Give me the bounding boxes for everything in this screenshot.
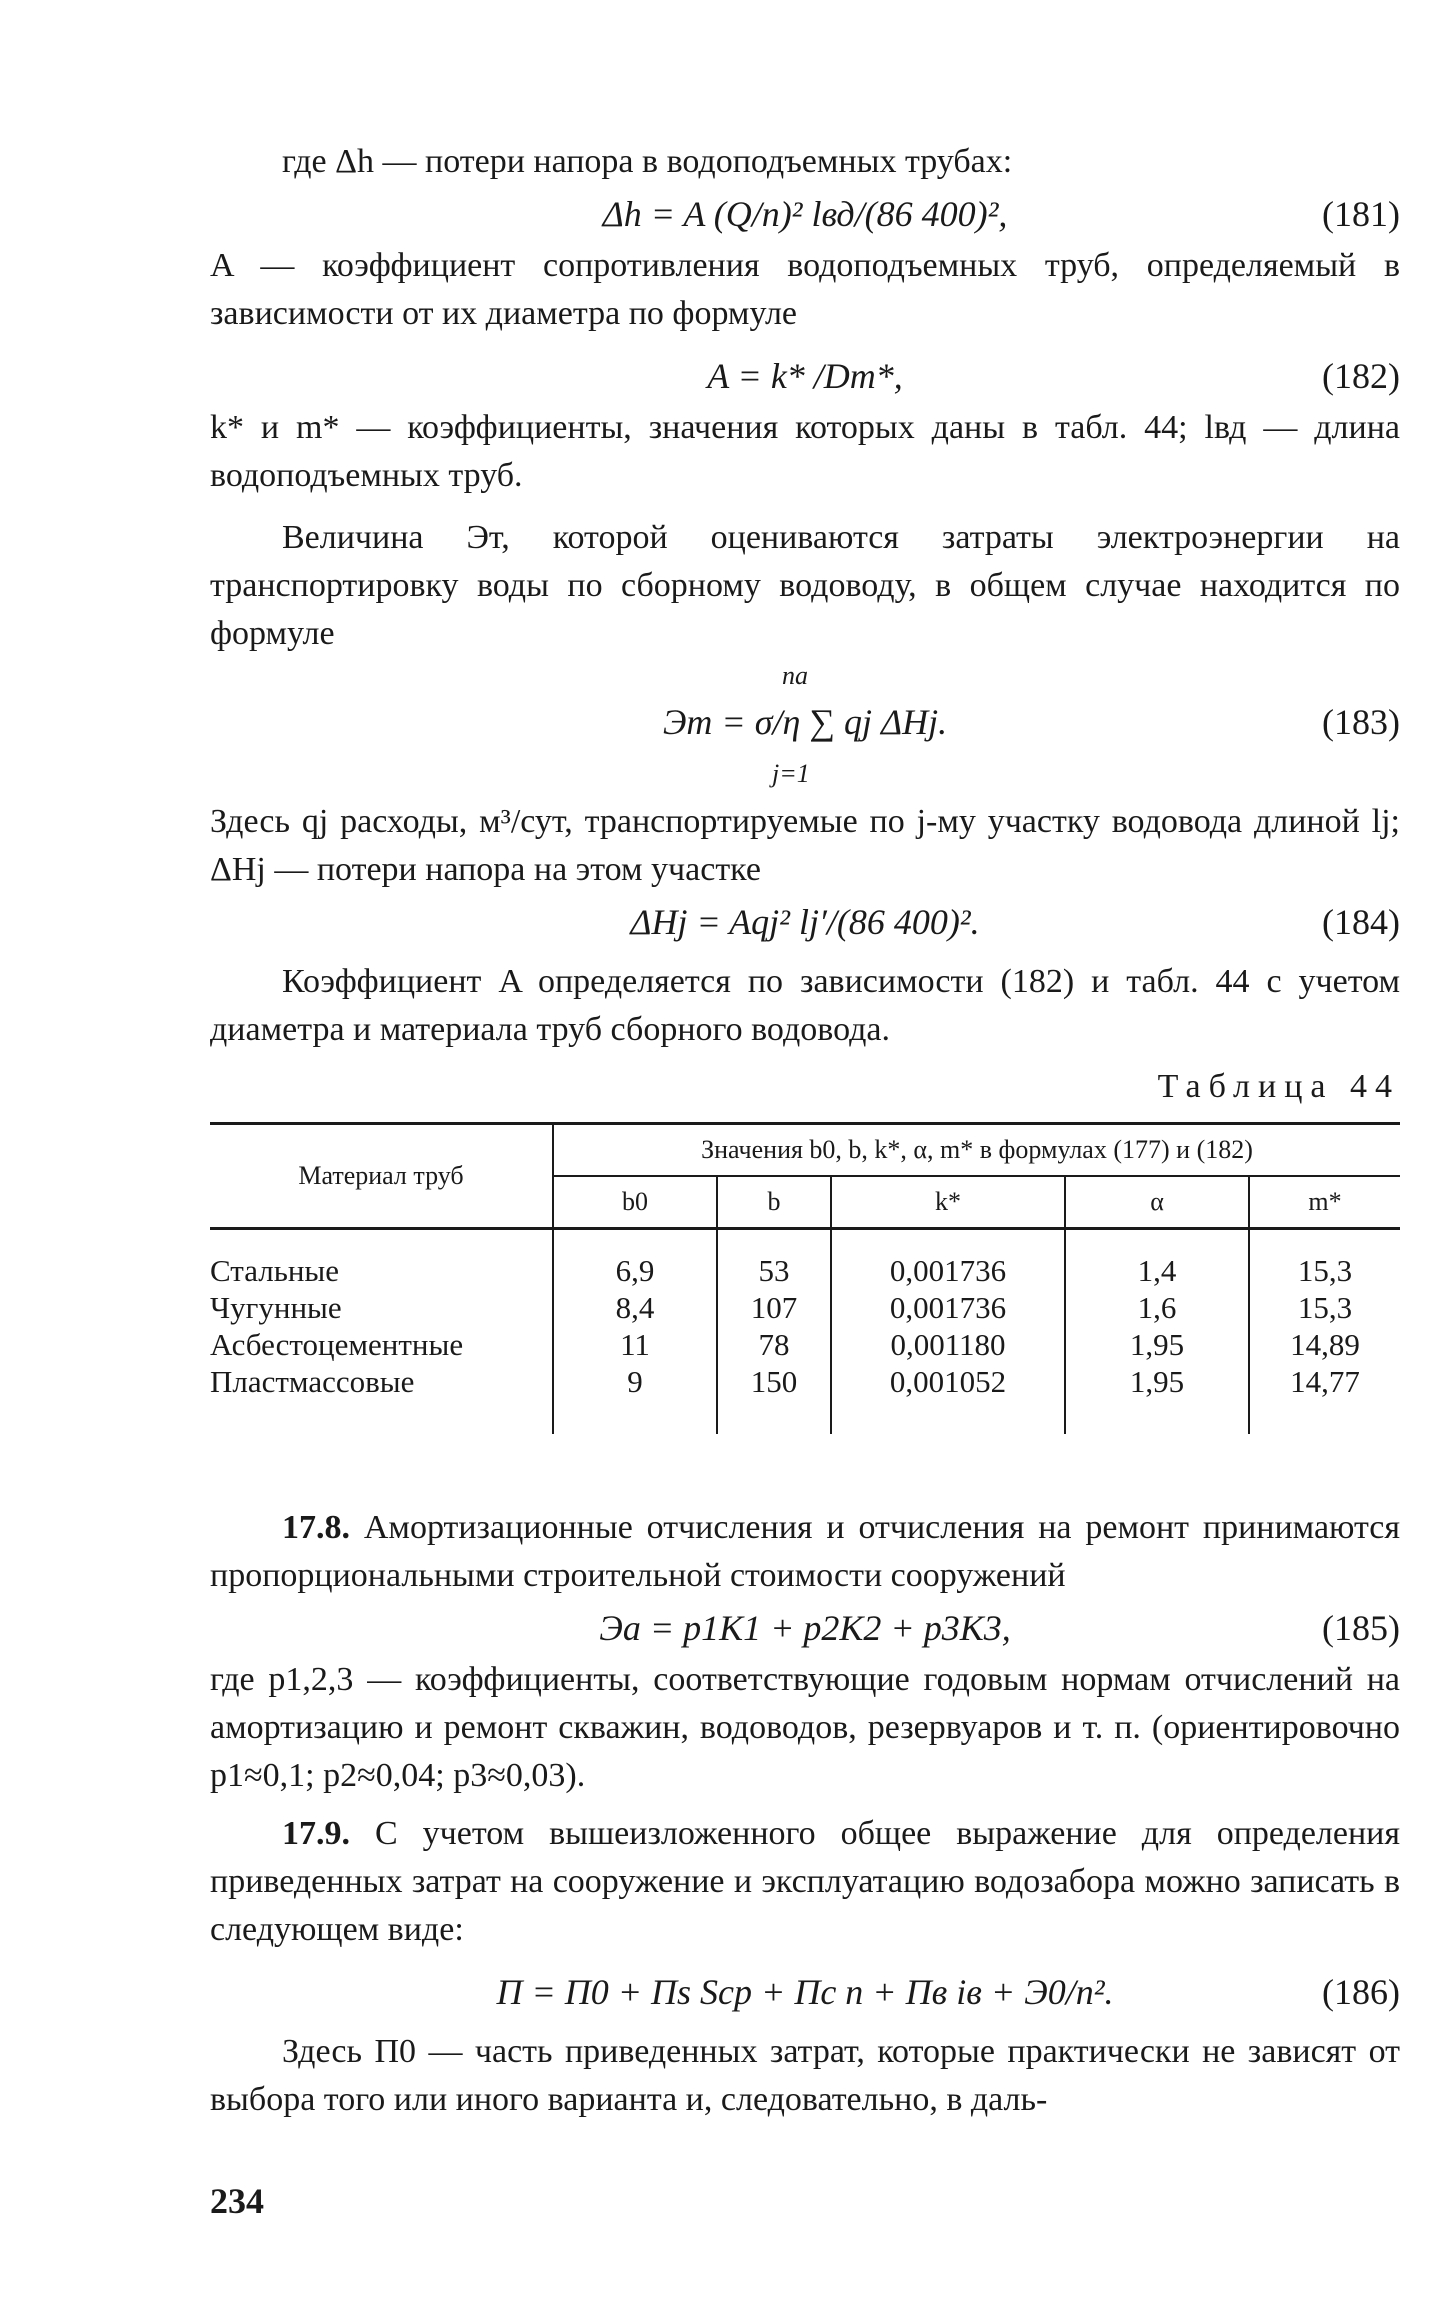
cell-m: 14,89: [1249, 1326, 1400, 1363]
cell-b: 150: [717, 1363, 831, 1434]
coefficients-table: [210, 1122, 1400, 1434]
section-17-9-number: 17.9.: [282, 1815, 350, 1852]
paragraph-flows: Здесь qj расходы, м³/сут, транспортируемые по j-му участку водовода длиной lj; ΔHj — потери напора на этом участке: [210, 803, 1400, 888]
formula-181: [210, 186, 1400, 242]
header-group: Значения b0, b, k*, α, m* в формулах (177) и (182): [553, 1124, 1400, 1177]
cell-material: Стальные: [210, 1253, 340, 1288]
cell-alpha: 1,95: [1065, 1326, 1249, 1363]
cell-m: 15,3: [1249, 1289, 1400, 1326]
cell-b0: 9: [553, 1363, 717, 1434]
header-b0: b0: [553, 1176, 717, 1229]
header-b: b: [717, 1176, 831, 1229]
section-17-9-text: С учетом вышеизложенного общее выражение для определения приведенных затрат на сооружение и эксплуатацию водозабора можно записать в следующем виде:: [210, 1815, 1401, 1948]
formula-185-number: (185): [1322, 1608, 1400, 1648]
cell-b: 78: [717, 1326, 831, 1363]
cell-m: 15,3: [1249, 1252, 1400, 1289]
cell-k: 0,001736: [831, 1289, 1065, 1326]
page-content: [210, 138, 1400, 2124]
header-k: k*: [831, 1176, 1065, 1229]
formula-181-expr: Δh = A (Q/n)² lвд/(86 400)²,: [602, 194, 1008, 234]
table-row: [210, 1252, 1400, 1289]
paragraph-energy: Величина Эт, которой оцениваются затраты электроэнергии на транспортировку воды по сборному водоводу, в общем случае находится по формуле: [210, 519, 1400, 652]
formula-184: [210, 894, 1400, 950]
cell-material: Асбестоцементные: [210, 1327, 464, 1362]
paragraph-coefficient-A: Коэффициент A определяется по зависимости (182) и табл. 44 с учетом диаметра и материала труб сборного водовода.: [210, 963, 1400, 1048]
cell-b: 53: [717, 1252, 831, 1289]
formula-182: [210, 348, 1400, 404]
formula-186: [210, 1964, 1400, 2020]
cell-material: Чугунные: [210, 1290, 342, 1325]
cell-b0: 6,9: [553, 1252, 717, 1289]
section-17-8: [210, 1504, 1400, 1600]
cell-material: Пластмассовые: [210, 1364, 415, 1399]
cell-b0: 8,4: [553, 1289, 717, 1326]
formula-183-expr: Эт = σ/η ∑ qj ΔHj.: [662, 702, 948, 742]
cell-k: 0,001736: [831, 1252, 1065, 1289]
intro-text: где Δh — потери напора в водоподъемных трубах:: [282, 143, 1013, 180]
table-row: [210, 1363, 1400, 1434]
header-m: m*: [1249, 1176, 1400, 1229]
formula-183: [210, 658, 1400, 788]
cell-b: 107: [717, 1289, 831, 1326]
paragraph-k-m: k* и m* — коэффициенты, значения которых даны в табл. 44; lвд — длина водоподъемных труб.: [210, 409, 1400, 494]
header-alpha: α: [1065, 1176, 1249, 1229]
formula-183-number: (183): [1322, 702, 1400, 742]
formula-185: [210, 1600, 1400, 1656]
table-caption: Таблица 44: [1157, 1068, 1400, 1105]
formula-182-number: (182): [1322, 356, 1400, 396]
header-material: Материал труб: [210, 1124, 553, 1229]
cell-alpha: 1,95: [1065, 1363, 1249, 1434]
formula-186-number: (186): [1322, 1972, 1400, 2012]
page-number: 234: [210, 2181, 264, 2221]
paragraph-coef-A: A — коэффициент сопротивления водоподъемных труб, определяемый в зависимости от их диаметра по формуле: [210, 247, 1400, 332]
cell-k: 0,001052: [831, 1363, 1065, 1434]
formula-182-expr: A = k* /Dm*,: [707, 356, 903, 396]
formula-186-expr: П = П0 + Пs Sср + Пс n + Пв iв + Э0/n².: [496, 1972, 1114, 2012]
section-17-8-number: 17.8.: [282, 1509, 350, 1546]
paragraph-final: Здесь П0 — часть приведенных затрат, которые практически не зависят от выбора того или иного варианта и, следовательно, в даль-: [210, 2033, 1400, 2118]
cell-b0: 11: [553, 1326, 717, 1363]
section-17-9: [210, 1810, 1400, 1954]
sum-lower-limit: j=1: [772, 759, 810, 788]
formula-181-number: (181): [1322, 194, 1400, 234]
cell-alpha: 1,4: [1065, 1252, 1249, 1289]
paragraph-p-coefficients: где p1,2,3 — коэффициенты, соответствующие годовым нормам отчислений на амортизацию и ремонт скважин, водоводов, резервуаров и т. п. (ориентировочно p1≈0,1; p2≈0,04; p3≈0,03).: [210, 1661, 1400, 1794]
table-row: [210, 1289, 1400, 1326]
section-17-8-text: Амортизационные отчисления и отчисления на ремонт принимаются пропорциональными строительной стоимости сооружений: [210, 1509, 1401, 1594]
sum-upper-limit: na: [782, 661, 808, 690]
formula-184-number: (184): [1322, 902, 1400, 942]
cell-m: 14,77: [1249, 1363, 1400, 1434]
formula-185-expr: Эа = p1K1 + p2K2 + p3K3,: [599, 1608, 1011, 1648]
formula-184-expr: ΔHj = Aqj² lj′/(86 400)².: [630, 902, 980, 942]
cell-k: 0,001180: [831, 1326, 1065, 1363]
cell-alpha: 1,6: [1065, 1289, 1249, 1326]
table-row: [210, 1326, 1400, 1363]
